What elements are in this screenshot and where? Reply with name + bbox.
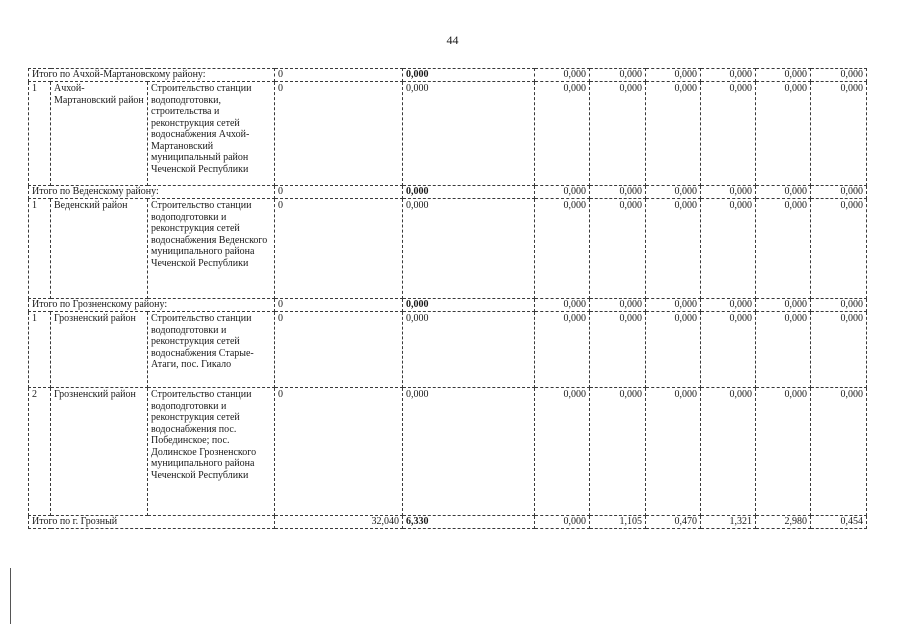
value-cell: 0,000 bbox=[646, 82, 701, 186]
total-value: 0,000 bbox=[403, 69, 535, 82]
value-cell: 0,000 bbox=[811, 199, 867, 299]
total-value: 1,321 bbox=[701, 516, 756, 529]
total-value: 0,000 bbox=[535, 69, 590, 82]
total-value: 0,000 bbox=[590, 69, 646, 82]
value-cell: 0,000 bbox=[590, 199, 646, 299]
scan-edge-line bbox=[10, 568, 11, 624]
value-cell: 0,000 bbox=[535, 388, 590, 516]
total-value: 0 bbox=[275, 186, 403, 199]
value-cell: 0,000 bbox=[535, 312, 590, 388]
total-value: 0,000 bbox=[756, 69, 811, 82]
total-value: 1,105 bbox=[590, 516, 646, 529]
value-cell: 0,000 bbox=[646, 388, 701, 516]
district-cell: Ачхой-Мартановский район bbox=[51, 82, 148, 186]
value-cell: 0,000 bbox=[811, 388, 867, 516]
total-label: Итого по Грозненскому району: bbox=[29, 299, 275, 312]
table-row bbox=[29, 388, 867, 516]
total-value: 0,000 bbox=[535, 186, 590, 199]
value-cell: 0,000 bbox=[535, 199, 590, 299]
total-value: 0,000 bbox=[701, 186, 756, 199]
total-value: 0 bbox=[275, 69, 403, 82]
total-value: 32,040 bbox=[275, 516, 403, 529]
row-number: 1 bbox=[29, 199, 51, 299]
value-cell: 0,000 bbox=[811, 312, 867, 388]
table-row bbox=[29, 82, 867, 186]
total-value: 0,000 bbox=[646, 299, 701, 312]
value-cell: 0,000 bbox=[756, 312, 811, 388]
total-value: 0,000 bbox=[403, 299, 535, 312]
total-value: 0,470 bbox=[646, 516, 701, 529]
value-cell: 0,000 bbox=[590, 82, 646, 186]
value-cell: 0 bbox=[275, 199, 403, 299]
row-number: 1 bbox=[29, 82, 51, 186]
page-number: 44 bbox=[446, 33, 459, 47]
total-value: 2,980 bbox=[756, 516, 811, 529]
value-cell: 0,000 bbox=[646, 199, 701, 299]
value-cell: 0,000 bbox=[756, 199, 811, 299]
total-value: 0,000 bbox=[811, 69, 867, 82]
total-value: 0,000 bbox=[403, 186, 535, 199]
object-cell: Строительство станции водоподготовки и реконструкция сетей водоснабжения пос. Побединское; пос. Долинское Грозненского муниципального района Чеченской Республики bbox=[148, 388, 275, 516]
district-cell: Грозненский район bbox=[51, 312, 148, 388]
value-cell: 0,000 bbox=[590, 312, 646, 388]
value-cell: 0,000 bbox=[590, 388, 646, 516]
total-value: 0,000 bbox=[590, 186, 646, 199]
total-label: Итого по Веденскому району: bbox=[29, 186, 275, 199]
table-row bbox=[29, 199, 867, 299]
district-cell: Веденский район bbox=[51, 199, 148, 299]
value-cell: 0 bbox=[275, 312, 403, 388]
total-row-grozny-district bbox=[29, 299, 867, 312]
total-value: 6,330 bbox=[403, 516, 535, 529]
object-cell: Строительство станции водоподготовки и реконструкция сетей водоснабжения Старые-Атаги, пос. Гикало bbox=[148, 312, 275, 388]
total-row-achkhoy bbox=[29, 69, 867, 82]
total-value: 0,454 bbox=[811, 516, 867, 529]
object-cell: Строительство станции водоподготовки, строительства и реконструкция сетей водоснабжения Ачхой-Мартановский муниципальный район Чеченской Республики bbox=[148, 82, 275, 186]
total-row-grozny-city bbox=[29, 516, 867, 529]
value-cell: 0 bbox=[275, 82, 403, 186]
value-cell: 0,000 bbox=[701, 312, 756, 388]
value-cell: 0,000 bbox=[403, 82, 535, 186]
total-value: 0,000 bbox=[535, 516, 590, 529]
total-value: 0,000 bbox=[535, 299, 590, 312]
financing-table bbox=[28, 68, 867, 529]
value-cell: 0,000 bbox=[701, 82, 756, 186]
table-row bbox=[29, 312, 867, 388]
total-label: Итого по Ачхой-Мартановскому району: bbox=[29, 69, 275, 82]
total-value: 0,000 bbox=[811, 186, 867, 199]
total-value: 0,000 bbox=[646, 186, 701, 199]
total-value: 0,000 bbox=[701, 299, 756, 312]
value-cell: 0,000 bbox=[403, 388, 535, 516]
value-cell: 0,000 bbox=[535, 82, 590, 186]
total-value: 0,000 bbox=[811, 299, 867, 312]
value-cell: 0,000 bbox=[403, 199, 535, 299]
total-value: 0,000 bbox=[590, 299, 646, 312]
value-cell: 0,000 bbox=[701, 388, 756, 516]
total-value: 0 bbox=[275, 299, 403, 312]
total-value: 0,000 bbox=[646, 69, 701, 82]
total-row-vedeno bbox=[29, 186, 867, 199]
district-cell: Грозненский район bbox=[51, 388, 148, 516]
value-cell: 0,000 bbox=[646, 312, 701, 388]
value-cell: 0,000 bbox=[701, 199, 756, 299]
value-cell: 0,000 bbox=[756, 82, 811, 186]
total-value: 0,000 bbox=[756, 186, 811, 199]
total-value: 0,000 bbox=[701, 69, 756, 82]
total-value: 0,000 bbox=[756, 299, 811, 312]
value-cell: 0,000 bbox=[403, 312, 535, 388]
object-cell: Строительство станции водоподготовки и реконструкция сетей водоснабжения Веденского муниципального района Чеченской Республики bbox=[148, 199, 275, 299]
value-cell: 0,000 bbox=[756, 388, 811, 516]
value-cell: 0 bbox=[275, 388, 403, 516]
row-number: 2 bbox=[29, 388, 51, 516]
value-cell: 0,000 bbox=[811, 82, 867, 186]
total-label: Итого по г. Грозный bbox=[29, 516, 275, 529]
row-number: 1 bbox=[29, 312, 51, 388]
